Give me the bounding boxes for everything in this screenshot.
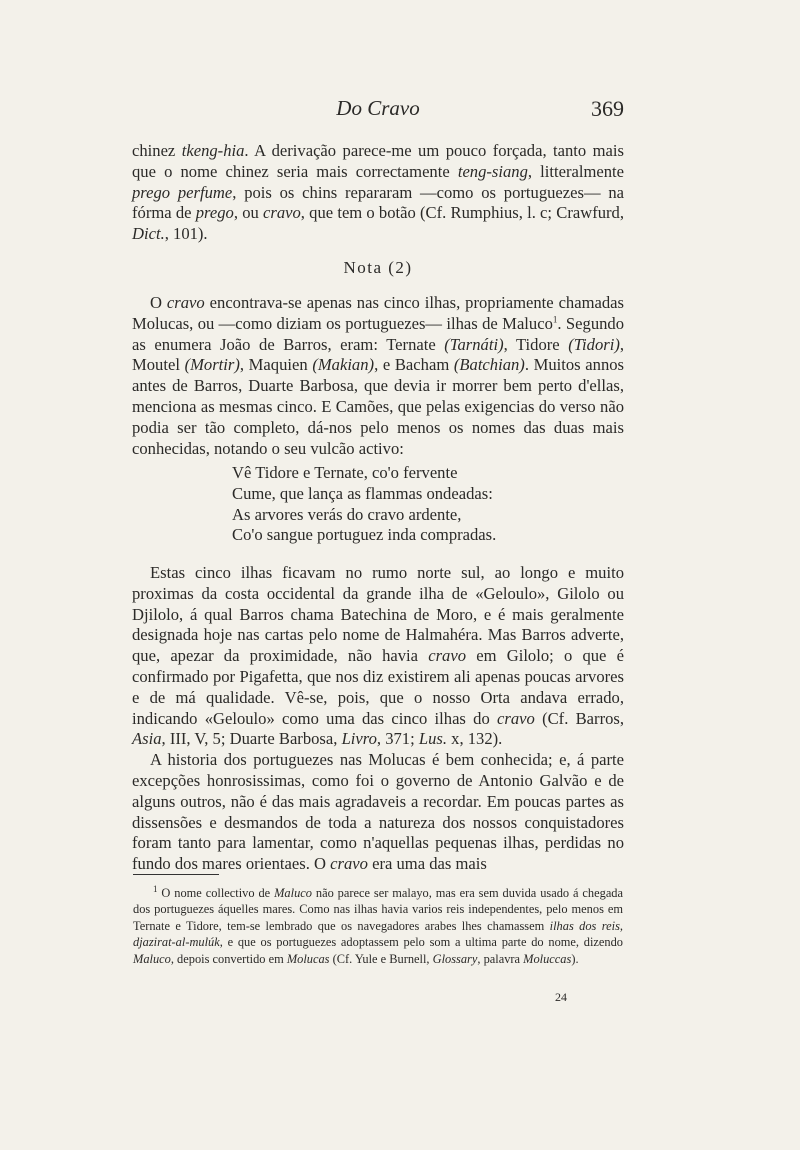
paragraph-1: chinez tkeng-hia. A derivação parece-me um pouco forçada, tanto mais que o nome chinez seria mais correctamente teng-siang, litteralmente prego perfume, pois os chins repararam —como os portuguezes— na fórma de prego, ou cravo, que tem o botão (Cf. Rumphius, l. c; Crawfurd, Dict., 101).	[132, 141, 625, 244]
verse-line: Co'o sangue portuguez inda compradas.	[232, 525, 497, 545]
footnote-rule	[133, 874, 219, 875]
paragraph-4: A historia dos portuguezes nas Molucas é bem conhecida; e, á parte excepções honrosissimas, como foi o governo de Antonio Galvão e de alguns outros, não é das mais agradaveis a recordar. Em poucas partes as dissensões e desmandos de toda a natureza dos nossos conquistadores foram tanto para lamentar, como n'aquellas pequenas ilhas, perdidas no fundo dos mares orientaes. O cravo era uma das mais	[132, 750, 624, 874]
verse-line: Vê Tidore e Ternate, co'o fervente	[232, 463, 458, 482]
page-header	[132, 96, 624, 126]
paragraph-2: O cravo encontrava-se apenas nas cinco ilhas, propriamente chamadas Molucas, ou —como diziam os portuguezes— ilhas de Maluco$^1$. Segundo as enumera João de Barros, eram: Ternate (Tarnáti), Tidore (Tidori), Moutel (Mortir), Maquien (Makian), e Bacham (Batchian). Muitos annos antes de Barros, Duarte Barbosa, que devia ir morrer bem perto d'ellas, menciona as mesmas cinco. E Camões, que pelas exigencias do verso não podia ser tão completo, dá-nos pelo menos os nomes das duas mais conhecidas, notando o seu vulcão activo:	[132, 293, 625, 458]
verse-quotation	[232, 463, 592, 546]
page-number: 369	[591, 96, 624, 121]
footnote: $^1$ O nome collectivo de Maluco não parece ser malayo, mas era sem duvida usado á chegada dos portuguezes áquelles mares. Como nas ilhas havia varios reis independentes, pelo menos em Ternate e Tidore, tem-se lembrado que os navegadores arabes lhes chamassem ilhas dos reis, djazirat-al-mulúk, e que os portuguezes adoptassem pelo som a ultima parte do nome, dizendo Maluco, depois convertido em Molucas (Cf. Yule e Burnell, Glossary, palavra Moluccas).	[133, 883, 624, 966]
verse-line: As arvores verás do cravo ardente,	[232, 504, 462, 524]
footnote-reference: 1	[552, 314, 558, 325]
section-heading: Nota (2)	[343, 258, 413, 277]
footnote-mark: 1	[153, 883, 158, 894]
running-title: Do Cravo	[336, 96, 420, 120]
paragraph-3: Estas cinco ilhas ficavam no rumo norte sul, ao longo e muito proximas da costa occidental da grande ilha de «Geloulo», Gilolo ou Djilolo, á qual Barros chama Batechina de Moro, e é mais geralmente designada hoje nas cartas pelo nome de Halmahéra. Mas Barros adverte, que, apezar da proximidade, não havia cravo em Gilolo; o que é confirmado por Pigafetta, que nos diz existirem ali apenas poucas arvores e de má qualidade. Vê-se, pois, que o nosso Orta andava errado, indicando «Geloulo» como uma das cinco ilhas do cravo (Cf. Barros, Asia, III, V, 5; Duarte Barbosa, Livro, 371; Lus. x, 132). A historia dos portuguezes nas Molucas é bem conhecida; e, á parte excepções honrosissimas, como foi o governo de Antonio Galvão e de alguns outros, não é das mais agradaveis a recordar. Em poucas partes as dissensões e desmandos de toda a natureza dos nossos conquistadores foram tanto para lamentar, como n'aquellas pequenas ilhas, perdidas no fundo dos mares orientaes. O cravo era uma das mais	[132, 563, 624, 874]
verse-line: Cume, que lança as flammas ondeadas:	[232, 483, 493, 503]
signature-mark: 24	[555, 990, 567, 1004]
